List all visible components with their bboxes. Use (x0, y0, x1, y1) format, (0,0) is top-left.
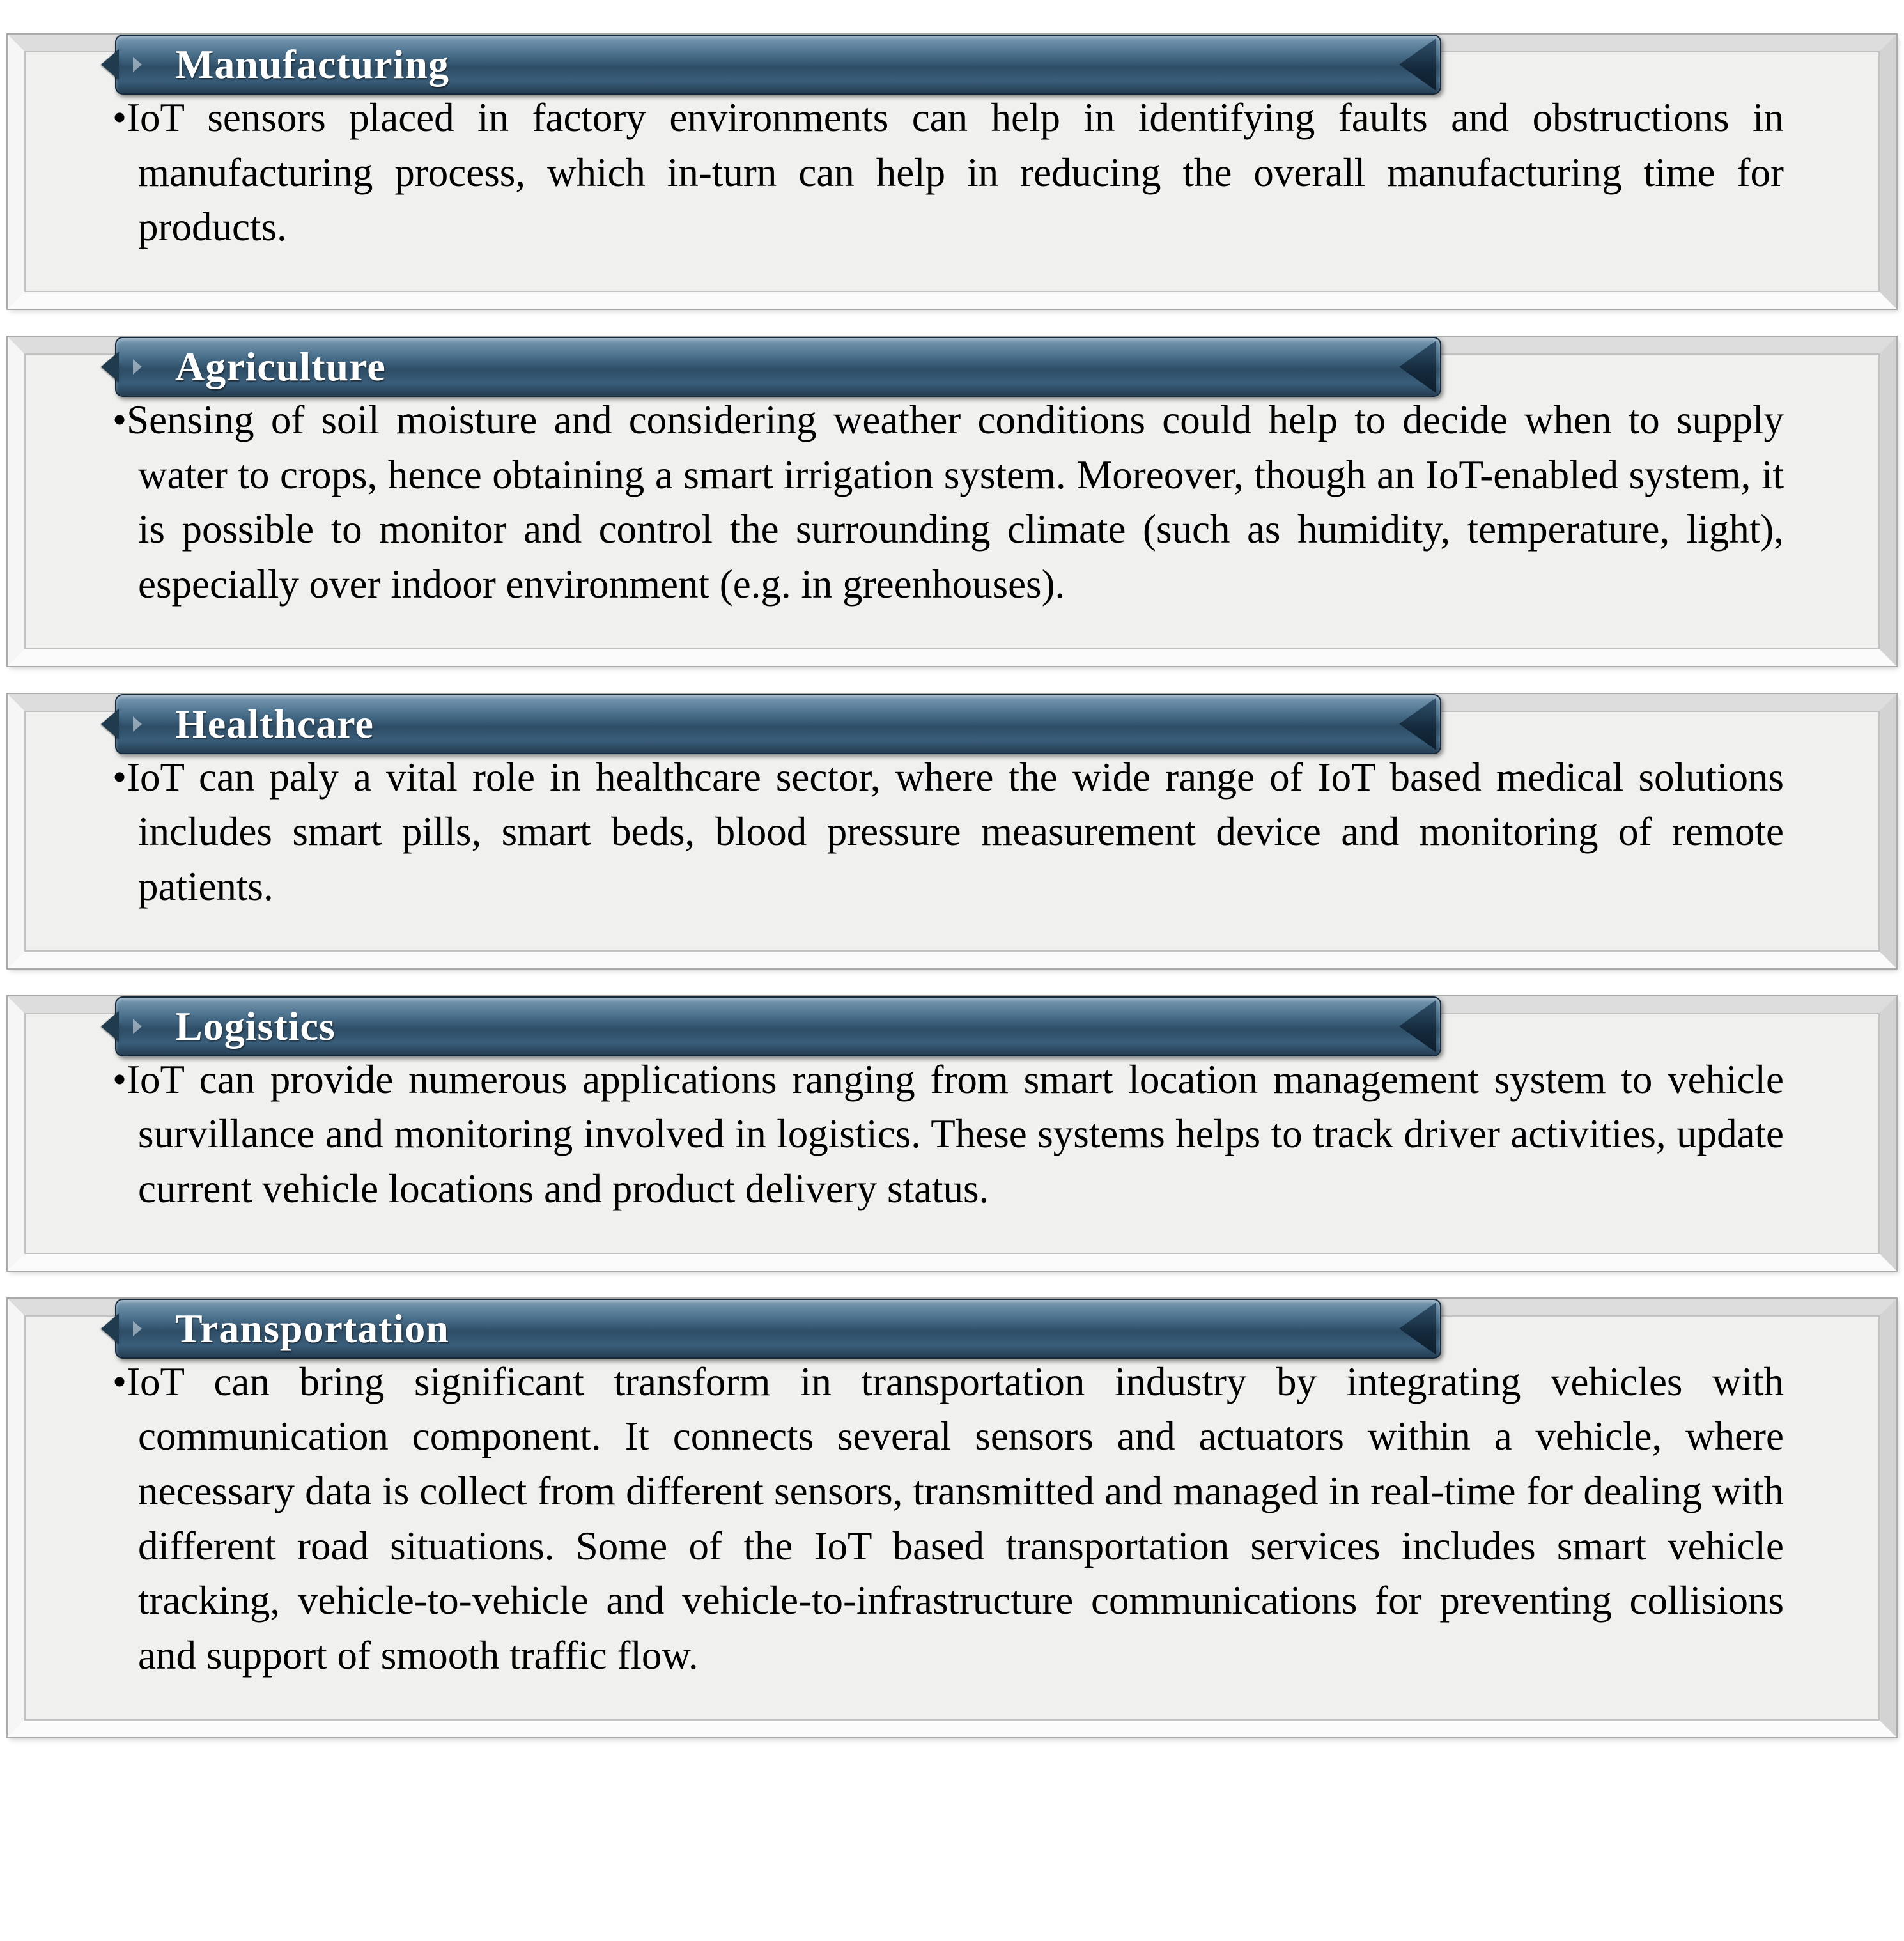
section-header (115, 337, 1441, 397)
bullet-text: IoT sensors placed in factory environments can help in identifying faults and obstructions in manufacturing process, which in-turn can help in reducing the overall manufacturing time for products. (127, 95, 1784, 250)
bullet-point (112, 393, 1784, 612)
bullet-text: IoT can paly a vital role in healthcare sector, where the wide range of IoT based medical solutions includes smart pills, smart beds, blood pressure measurement device and monitoring of remote patients. (127, 754, 1784, 909)
ribbon-arrow-icon (133, 716, 142, 732)
bullet-point (112, 1355, 1784, 1683)
ribbon-arrow-icon (133, 1321, 142, 1336)
section-body-content (24, 353, 1880, 649)
section-header (115, 694, 1441, 754)
ribbon-arrow-icon (133, 1019, 142, 1034)
section-title: Transportation (175, 1305, 449, 1351)
section-manufacturing (8, 35, 1896, 309)
section-body (8, 1299, 1896, 1737)
bullet-point (112, 750, 1784, 915)
bullet-marker: • (112, 398, 127, 443)
section-transportation (8, 1299, 1896, 1737)
section-header (115, 996, 1441, 1056)
section-title: Agriculture (175, 344, 386, 390)
section-title: Healthcare (175, 700, 374, 746)
section-header (115, 1299, 1441, 1359)
section-healthcare (8, 694, 1896, 968)
ribbon-arrow-icon (133, 359, 142, 375)
bullet-marker: • (112, 1359, 127, 1404)
bullet-marker: • (112, 754, 127, 800)
section-body-content (24, 1315, 1880, 1721)
section-logistics (8, 996, 1896, 1271)
section-agriculture (8, 337, 1896, 666)
section-header (115, 35, 1441, 95)
bullet-text: IoT can bring significant transform in transportation industry by integrating vehicles with communication component. It connects several sensors and actuators within a vehicle, where necessary data is collect from different sensors, transmitted and managed in real-time for dealing with different road situations. Some of the IoT based transportation services includes smart vehicle tracking, vehicle-to-vehicle and vehicle-to-infrastructure communications for preventing collisions and support of smooth traffic flow. (127, 1359, 1784, 1678)
bullet-text: IoT can provide numerous applications ranging from smart location management system to vehicle survillance and monitoring involved in logistics. These systems helps to track driver activities, update current vehicle locations and product delivery status. (127, 1056, 1784, 1212)
bullet-text: Sensing of soil moisture and considering weather conditions could help to decide when to supply water to crops, hence obtaining a smart irrigation system. Moreover, though an IoT-enabled system, it is possible to monitor and control the surrounding climate (such as humidity, temperature, light), especially over indoor environment (e.g. in greenhouses). (127, 398, 1784, 607)
bullet-point (112, 1053, 1784, 1217)
section-title: Logistics (175, 1003, 336, 1049)
bullet-point (112, 91, 1784, 255)
bullet-marker: • (112, 95, 127, 140)
section-title: Manufacturing (175, 42, 449, 87)
bullet-marker: • (112, 1056, 127, 1102)
ribbon-arrow-icon (133, 57, 142, 72)
